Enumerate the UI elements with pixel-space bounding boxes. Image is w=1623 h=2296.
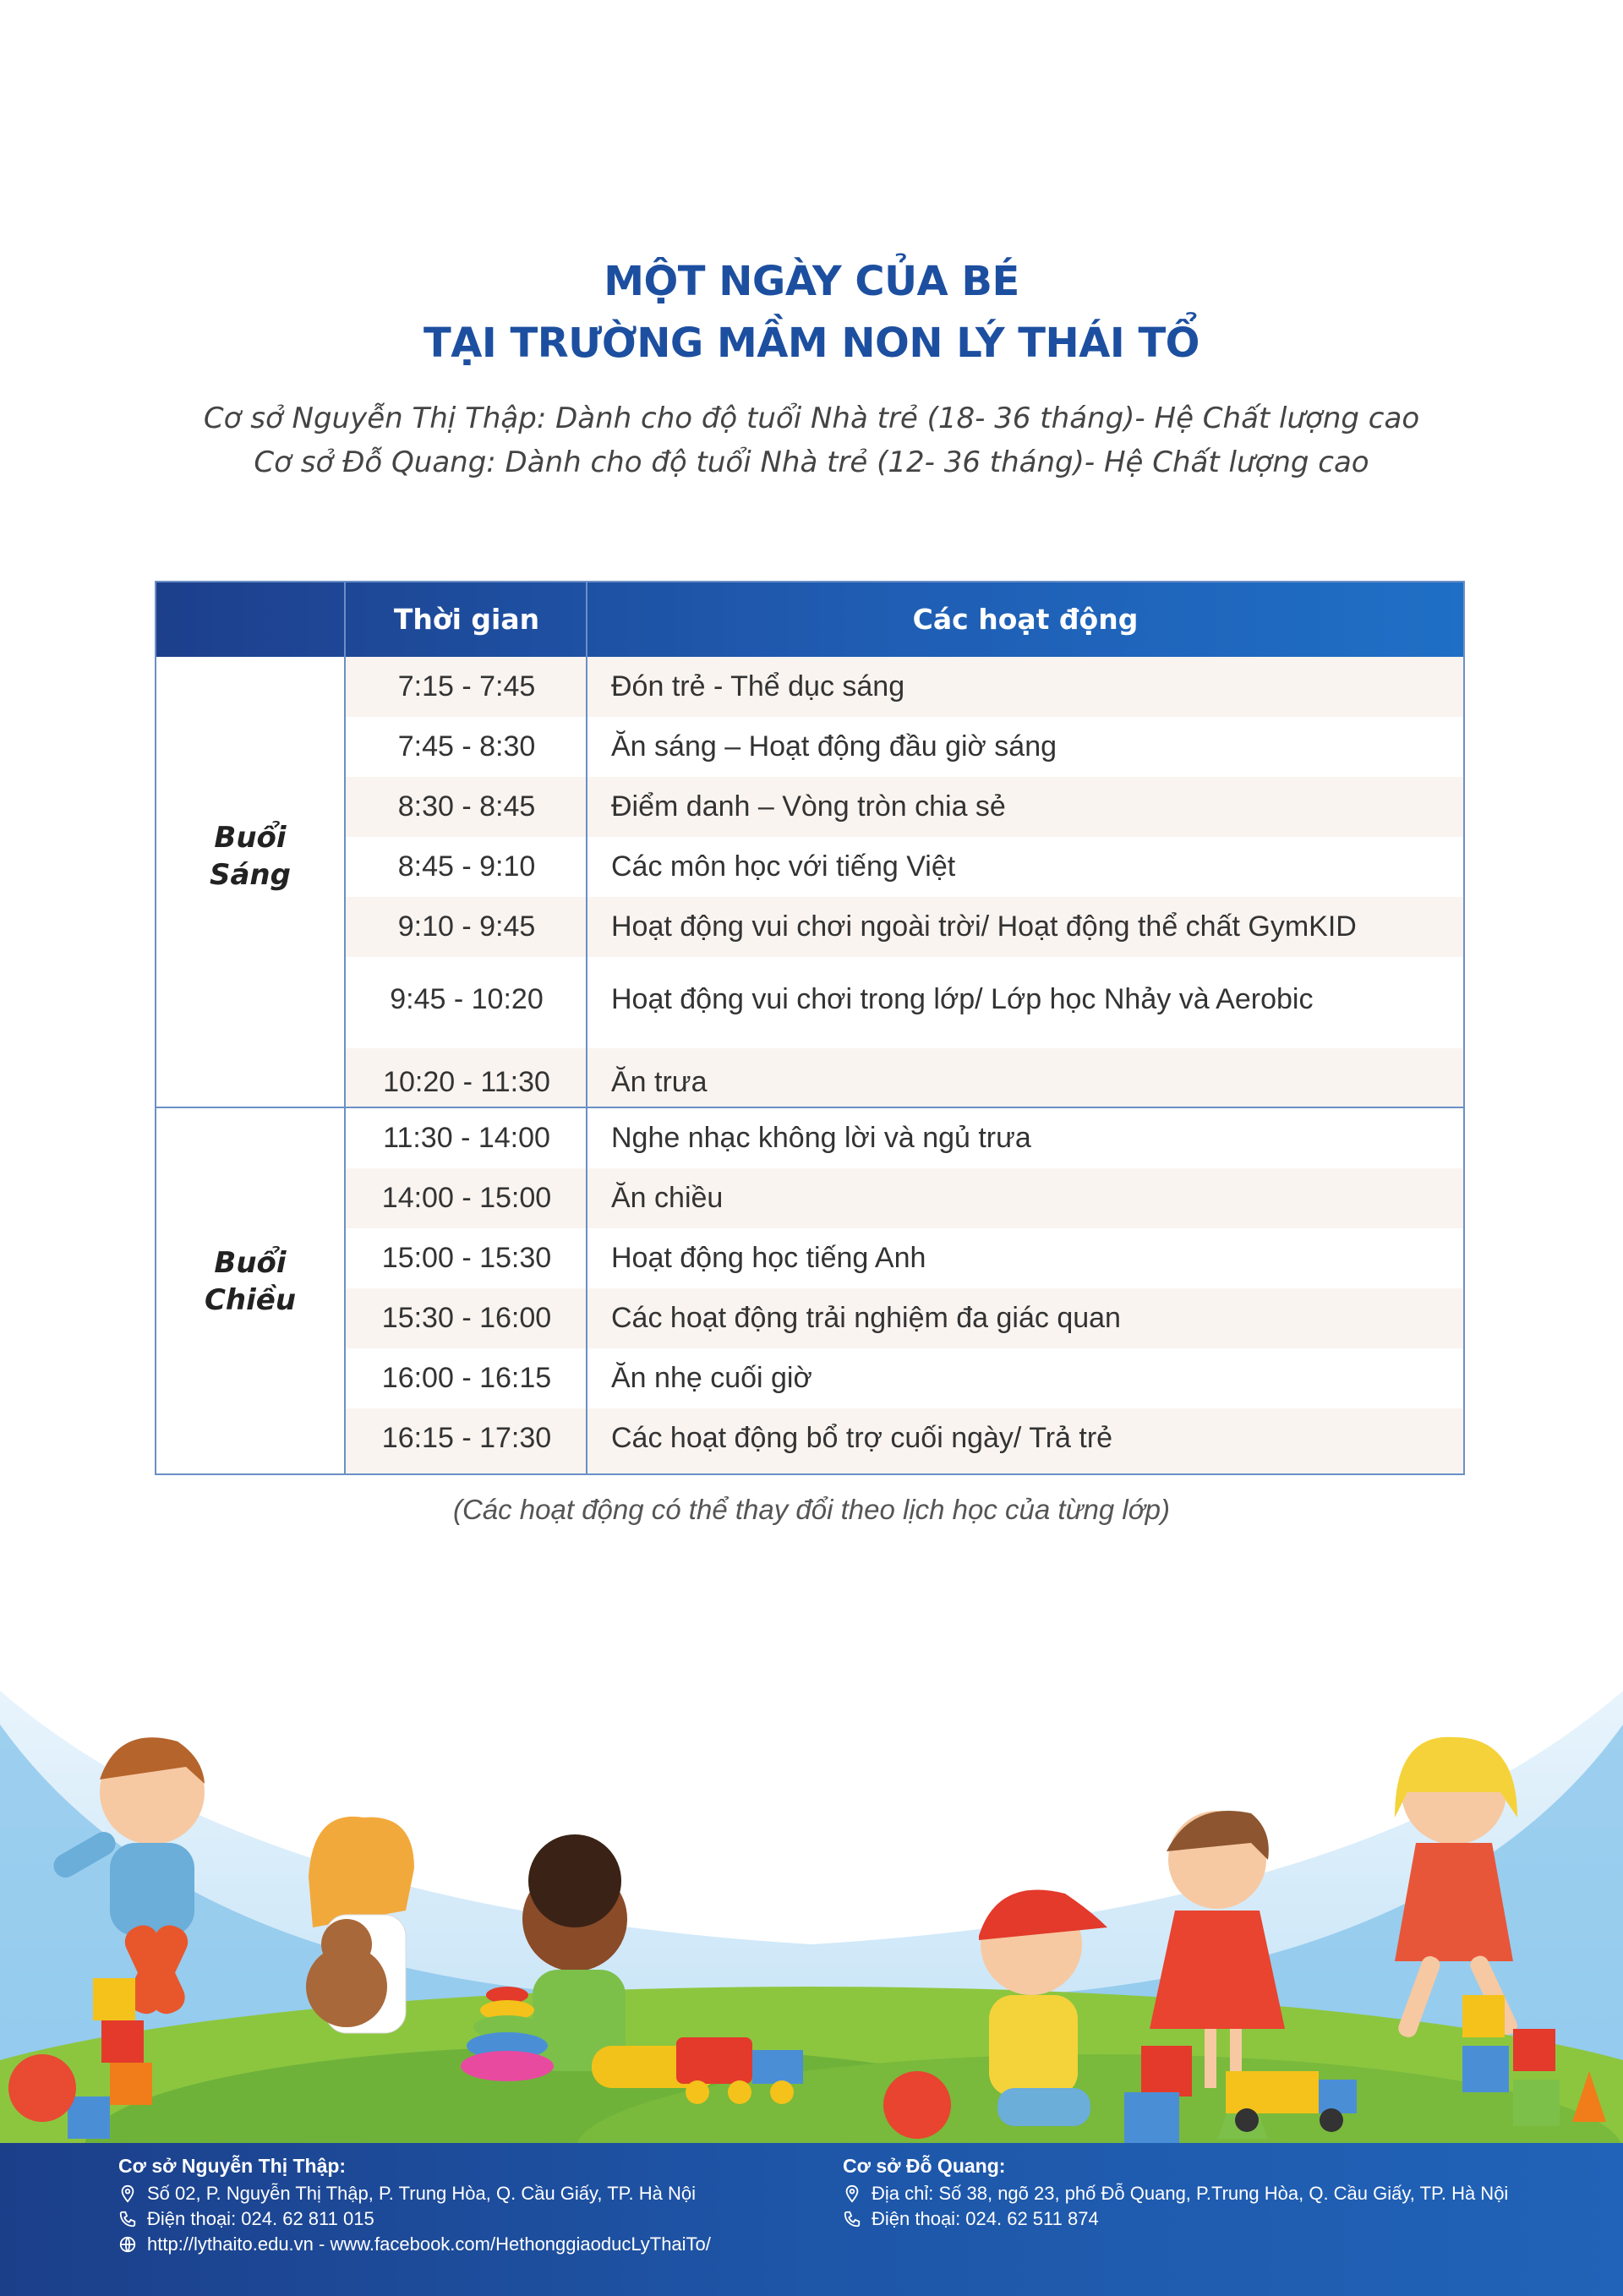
row-time: 16:00 - 16:15	[381, 1362, 552, 1394]
schedule-note: (Các hoạt động có thể thay đổi theo lịch học của từng lớp)	[452, 1494, 1171, 1525]
row-activity: Ăn trưa	[611, 1066, 708, 1098]
footer-right-phone-line	[843, 2206, 1508, 2232]
globe-icon	[118, 2235, 137, 2254]
page-title-line-2: TẠI TRƯỜNG MẦM NON LÝ THÁI TỔ	[424, 320, 1199, 367]
row-time: 10:20 - 11:30	[383, 1066, 550, 1098]
session-afternoon-word-1: Buổi	[214, 1246, 287, 1280]
row-time: 14:00 - 15:00	[381, 1182, 552, 1214]
row-time: 8:30 - 8:45	[397, 790, 536, 823]
table-row	[346, 1048, 1463, 1108]
row-time: 15:30 - 16:00	[381, 1302, 552, 1334]
column-header-time: Thời gian	[393, 603, 540, 636]
footer-right-address: Địa chỉ: Số 38, ngõ 23, phố Đỗ Quang, P.Trung Hòa, Q. Cầu Giấy, TP. Hà Nội	[872, 2183, 1509, 2204]
table-row	[346, 897, 1463, 957]
row-activity: Các hoạt động trải nghiệm đa giác quan	[611, 1302, 1121, 1334]
row-activity: Hoạt động học tiếng Anh	[611, 1242, 926, 1274]
table-row	[346, 1408, 1463, 1473]
child-figure	[306, 1817, 414, 2033]
phone-icon	[118, 2210, 137, 2228]
location-pin-icon	[843, 2184, 861, 2203]
table-row	[346, 657, 1463, 717]
row-time: 9:45 - 10:20	[390, 983, 544, 1015]
row-activity: Điểm danh – Vòng tròn chia sẻ	[611, 790, 1006, 823]
row-activity: Ăn nhẹ cuối giờ	[611, 1362, 812, 1394]
session-divider	[156, 1107, 1463, 1108]
footer-left-phone: Điện thoại: 024. 62 811 015	[147, 2208, 374, 2229]
column-header-activities: Các hoạt động	[912, 603, 1139, 636]
footer-right-phone: Điện thoại: 024. 62 511 874	[872, 2208, 1099, 2229]
row-activity: Ăn sáng – Hoạt động đầu giờ sáng	[611, 730, 1057, 763]
column-divider	[344, 582, 346, 1473]
table-header	[156, 582, 1463, 657]
table-row	[346, 837, 1463, 897]
table-row	[346, 1228, 1463, 1288]
session-morning-word-2: Sáng	[210, 858, 291, 892]
row-activity: Các hoạt động bổ trợ cuối ngày/ Trả trẻ	[611, 1422, 1113, 1454]
table-row	[346, 1168, 1463, 1228]
row-time: 15:00 - 15:30	[381, 1242, 552, 1274]
table-row	[346, 1288, 1463, 1348]
session-morning-label	[156, 819, 344, 894]
row-time: 7:45 - 8:30	[397, 730, 536, 763]
footer-left-address-line	[118, 2181, 711, 2206]
footer-left-heading: Cơ sở Nguyễn Thị Thập:	[118, 2155, 347, 2177]
table-row	[346, 777, 1463, 837]
row-time: 16:15 - 17:30	[381, 1422, 552, 1454]
footer	[0, 2143, 1623, 2296]
row-activity: Hoạt động vui chơi trong lớp/ Lớp học Nhảy và Aerobic	[611, 983, 1314, 1015]
footer-left-phone-line	[118, 2206, 711, 2232]
table-row	[346, 957, 1463, 1048]
column-divider	[586, 582, 587, 1473]
row-activity: Hoạt động vui chơi ngoài trời/ Hoạt động thể chất GymKID	[611, 910, 1357, 943]
session-afternoon-label	[156, 1244, 344, 1319]
phone-icon	[843, 2210, 861, 2228]
subtitle-line-2: Cơ sở Đỗ Quang: Dành cho độ tuổi Nhà trẻ (12- 36 tháng)- Hệ Chất lượng cao	[254, 446, 1369, 479]
row-activity: Các môn học với tiếng Việt	[611, 850, 956, 883]
table-row	[346, 717, 1463, 777]
footer-left-address: Số 02, P. Nguyễn Thị Thập, P. Trung Hòa, Q. Cầu Giấy, TP. Hà Nội	[147, 2183, 696, 2204]
row-activity: Đón trẻ - Thể dục sáng	[611, 670, 905, 702]
session-morning-word-1: Buổi	[214, 821, 287, 855]
session-afternoon-word-2: Chiều	[204, 1283, 297, 1317]
row-time: 8:45 - 9:10	[397, 850, 536, 883]
footer-campus-right	[843, 2155, 1508, 2232]
location-pin-icon	[118, 2184, 137, 2203]
footer-left-web-line	[118, 2232, 711, 2257]
table-row	[346, 1108, 1463, 1168]
subtitle-line-1: Cơ sở Nguyễn Thị Thập: Dành cho độ tuổi Nhà trẻ (18- 36 tháng)- Hệ Chất lượng cao	[203, 402, 1420, 435]
footer-right-heading: Cơ sở Đỗ Quang:	[843, 2155, 1006, 2177]
schedule-table	[155, 581, 1465, 1475]
row-activity: Ăn chiều	[611, 1182, 724, 1214]
children-illustration	[0, 1691, 1623, 2143]
toy-ball	[883, 2071, 951, 2139]
footer-right-address-line	[843, 2181, 1508, 2206]
page-title-line-1: MỘT NGÀY CỦA BÉ	[604, 258, 1019, 305]
footer-left-web[interactable]: http://lythaito.edu.vn - www.facebook.com/HethonggiaoducLyThaiTo/	[147, 2233, 711, 2255]
footer-campus-left	[118, 2155, 711, 2257]
row-time: 7:15 - 7:45	[397, 670, 536, 702]
row-activity: Nghe nhạc không lời và ngủ trưa	[611, 1122, 1031, 1154]
table-row	[346, 1348, 1463, 1408]
row-time: 11:30 - 14:00	[383, 1122, 550, 1154]
row-time: 9:10 - 9:45	[397, 910, 536, 943]
